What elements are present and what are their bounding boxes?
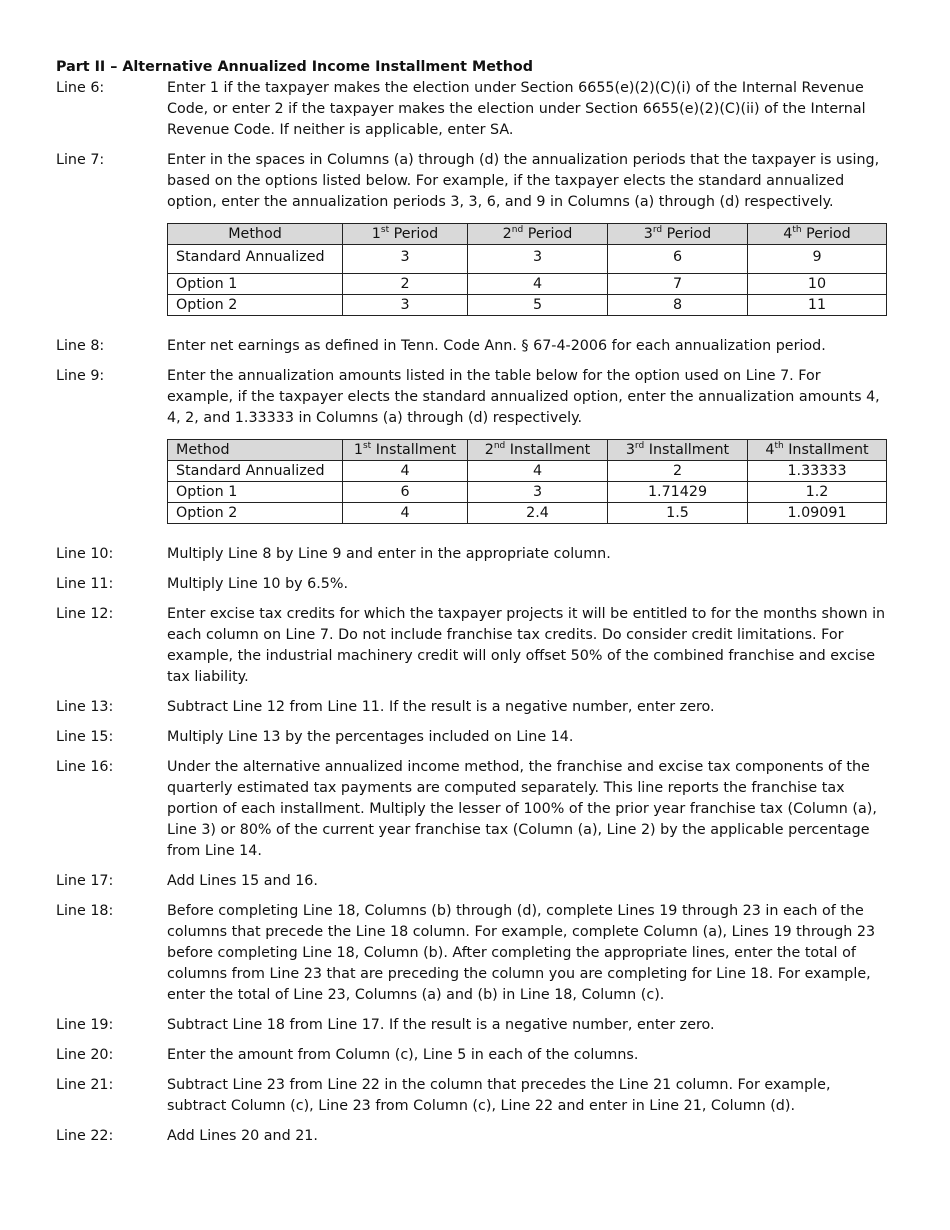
line-text: Before completing Line 18, Columns (b) through (d), complete Lines 19 through 23 in each of the columns that precede the Line 18 column. For example, complete Column (a), Lines 19 through 23 before completing Line 18, Column (b). After completing the appropriate lines, enter the total of columns from Line 23 that are preceding the column you are completing for Line 18. For example, enter the total of Line 23, Columns (a) and (b) in Line 18, Column (c).: [167, 903, 876, 1003]
column-header-period-2: 2nd Period: [468, 224, 608, 245]
value-cell: 1.09091: [748, 503, 887, 524]
value-cell: 8: [608, 295, 748, 316]
line-label: Line 17:: [56, 873, 114, 889]
method-cell: Option 2: [168, 503, 343, 524]
line-text: Enter the annualization amounts listed in the table below for the option used on Line 7. For example, if the taxpayer elects the standard annualized option, enter the annualization amounts 4, 4, 2, and 1.33333 in Columns (a) through (d) respectively.: [167, 368, 880, 426]
column-header-installment-2: 2nd Installment: [468, 440, 608, 461]
value-cell: 4: [343, 503, 468, 524]
line-8: [56, 336, 886, 357]
line-text: Subtract Line 23 from Line 22 in the column that precedes the Line 21 column. For example, subtract Column (c), Line 23 from Column (c), Line 22 and enter in Line 21, Column (d).: [167, 1077, 831, 1114]
table-header-row: [168, 440, 887, 461]
value-cell: 9: [748, 245, 887, 274]
line-label: Line 18:: [56, 903, 114, 919]
column-header-method: Method: [168, 224, 343, 245]
line-label: Line 8:: [56, 338, 105, 354]
line-21: [56, 1075, 886, 1117]
line-label: Line 6:: [56, 80, 105, 96]
method-cell: Option 1: [168, 274, 343, 295]
line-text: Enter 1 if the taxpayer makes the election under Section 6655(e)(2)(C)(i) of the Internal Revenue Code, or enter 2 if the taxpayer makes the election under Section 6655(e)(2)(C)(ii) of the Internal Revenue Code. If neither is applicable, enter SA.: [167, 80, 866, 138]
line-text: Multiply Line 10 by 6.5%.: [167, 576, 349, 592]
column-header-period-1: 1st Period: [343, 224, 468, 245]
value-cell: 1.33333: [748, 461, 887, 482]
column-header-installment-1: 1st Installment: [343, 440, 468, 461]
section-heading: Part II – Alternative Annualized Income Installment Method: [56, 59, 533, 75]
line-label: Line 16:: [56, 759, 114, 775]
line-11: [56, 574, 886, 595]
line-22: [56, 1126, 886, 1147]
table-row: [168, 295, 887, 316]
value-cell: 6: [343, 482, 468, 503]
value-cell: 6: [608, 245, 748, 274]
value-cell: 2: [608, 461, 748, 482]
value-cell: 4: [468, 461, 608, 482]
value-cell: 3: [468, 482, 608, 503]
table-row: [168, 245, 887, 274]
value-cell: 7: [608, 274, 748, 295]
value-cell: 2.4: [468, 503, 608, 524]
value-cell: 3: [343, 245, 468, 274]
line-text: Enter the amount from Column (c), Line 5 in each of the columns.: [167, 1047, 639, 1063]
line-12: [56, 604, 886, 688]
table-row: [168, 274, 887, 295]
annualization-periods-table: [167, 223, 887, 316]
value-cell: 1.71429: [608, 482, 748, 503]
line-9: [56, 366, 886, 429]
line-15: [56, 727, 886, 748]
line-label: Line 22:: [56, 1128, 114, 1144]
value-cell: 1.2: [748, 482, 887, 503]
line-20: [56, 1045, 886, 1066]
line-text: Enter excise tax credits for which the taxpayer projects it will be entitled to for the months shown in each column on Line 7. Do not include franchise tax credits. Do consider credit limitations. For example, the industrial machinery credit will only offset 50% of the combined franchise and excise tax liability.: [167, 606, 886, 685]
line-13: [56, 697, 886, 718]
line-label: Line 11:: [56, 576, 114, 592]
table-row: [168, 482, 887, 503]
line-label: Line 9:: [56, 368, 105, 384]
value-cell: 4: [468, 274, 608, 295]
line-label: Line 19:: [56, 1017, 114, 1033]
column-header-period-4: 4th Period: [748, 224, 887, 245]
value-cell: 1.5: [608, 503, 748, 524]
value-cell: 4: [343, 461, 468, 482]
method-cell: Option 1: [168, 482, 343, 503]
line-label: Line 7:: [56, 152, 105, 168]
line-text: Subtract Line 12 from Line 11. If the result is a negative number, enter zero.: [167, 699, 715, 715]
line-18: [56, 901, 886, 1006]
line-6: [56, 78, 886, 141]
table-row: [168, 503, 887, 524]
value-cell: 5: [468, 295, 608, 316]
line-16: [56, 757, 886, 862]
table-row: [168, 461, 887, 482]
value-cell: 3: [468, 245, 608, 274]
line-text: Enter in the spaces in Columns (a) through (d) the annualization periods that the taxpayer is using, based on the options listed below. For example, if the taxpayer elects the standard annualized option, enter the annualization periods 3, 3, 6, and 9 in Columns (a) through (d) respectively.: [167, 152, 880, 210]
method-cell: Standard Annualized: [168, 461, 343, 482]
annualization-amounts-table: [167, 439, 887, 524]
value-cell: 3: [343, 295, 468, 316]
line-text: Under the alternative annualized income method, the franchise and excise tax components of the quarterly estimated tax payments are computed separately. This line reports the franchise tax portion of each installment. Multiply the lesser of 100% of the prior year franchise tax (Column (a), Line 3) or 80% of the current year franchise tax (Column (a), Line 2) by the applicable percentage from Line 14.: [167, 759, 877, 859]
value-cell: 10: [748, 274, 887, 295]
line-text: Multiply Line 8 by Line 9 and enter in the appropriate column.: [167, 546, 611, 562]
line-label: Line 12:: [56, 606, 114, 622]
column-header-installment-4: 4th Installment: [748, 440, 887, 461]
line-text: Add Lines 20 and 21.: [167, 1128, 318, 1144]
line-7: [56, 150, 886, 213]
column-header-method: Method: [168, 440, 343, 461]
line-label: Line 15:: [56, 729, 114, 745]
line-text: Enter net earnings as defined in Tenn. Code Ann. § 67-4-2006 for each annualization period.: [167, 338, 826, 354]
table-header-row: [168, 224, 887, 245]
line-19: [56, 1015, 886, 1036]
value-cell: 11: [748, 295, 887, 316]
column-header-installment-3: 3rd Installment: [608, 440, 748, 461]
method-cell: Standard Annualized: [168, 245, 343, 274]
line-label: Line 10:: [56, 546, 114, 562]
line-label: Line 21:: [56, 1077, 114, 1093]
method-cell: Option 2: [168, 295, 343, 316]
line-17: [56, 871, 886, 892]
line-label: Line 20:: [56, 1047, 114, 1063]
value-cell: 2: [343, 274, 468, 295]
line-text: Multiply Line 13 by the percentages included on Line 14.: [167, 729, 574, 745]
line-10: [56, 544, 886, 565]
instructions-page: [56, 57, 886, 1156]
line-label: Line 13:: [56, 699, 114, 715]
column-header-period-3: 3rd Period: [608, 224, 748, 245]
line-text: Subtract Line 18 from Line 17. If the result is a negative number, enter zero.: [167, 1017, 715, 1033]
line-text: Add Lines 15 and 16.: [167, 873, 318, 889]
